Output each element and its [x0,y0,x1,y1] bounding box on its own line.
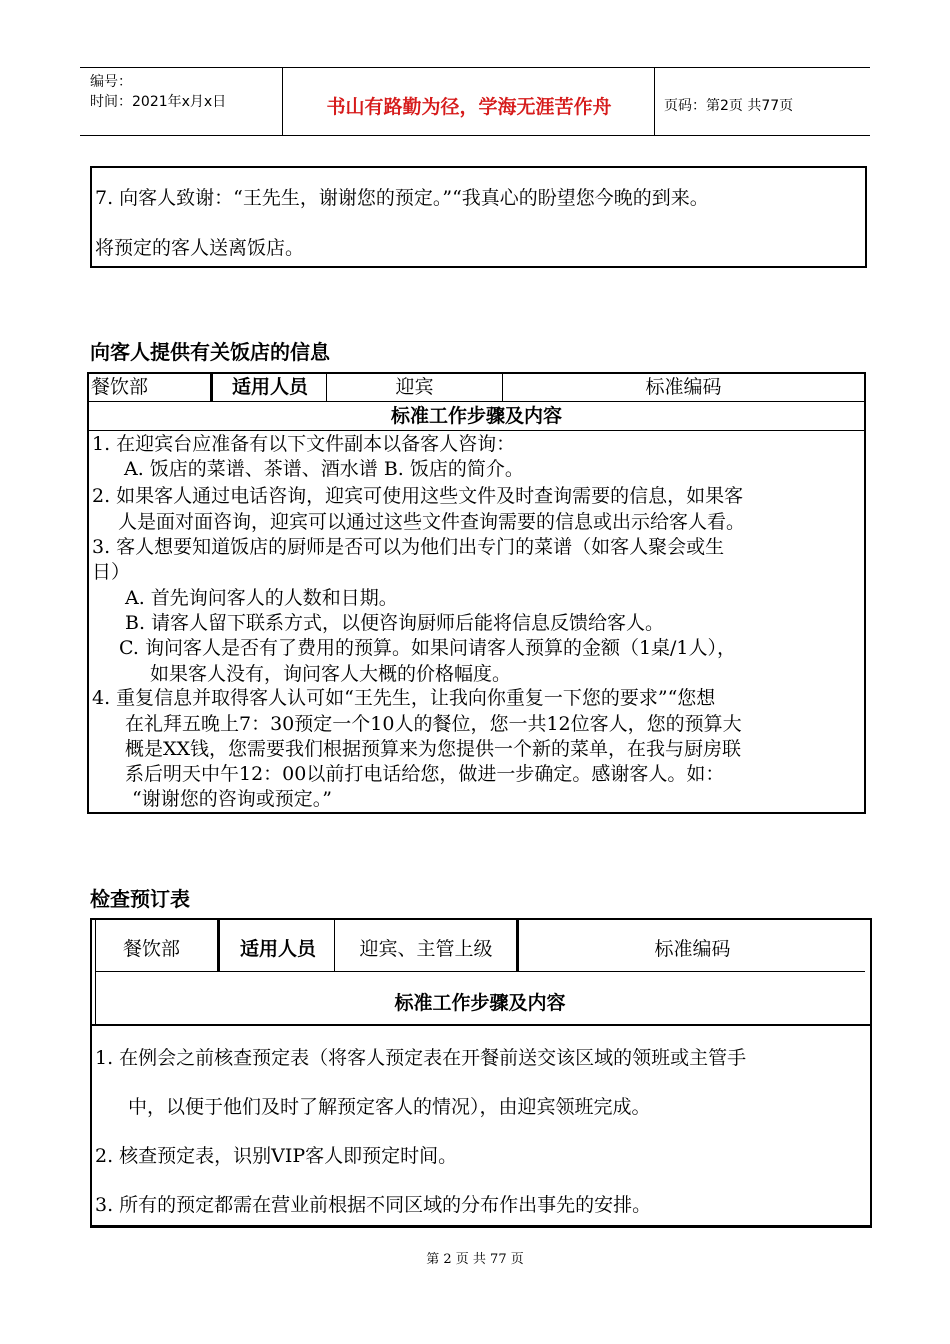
code-label: 标准编码 [654,938,731,960]
dept-cell: 餐饮部 [123,938,181,960]
step-7-box [90,166,867,268]
header-top-rule [80,67,870,68]
code-label: 标准编码 [645,376,722,398]
dept-cell: 餐饮部 [91,376,149,398]
content-line: 日） [92,561,131,583]
content-line: 2. 核查预定表，识别VIP客人即预定时间。 [95,1145,458,1167]
applicable-label: 适用人员 [239,938,316,960]
content-line: 概是XX钱，您需要我们根据预算来为您提供一个新的菜单，在我与厨房联 [125,738,742,760]
row-divider [90,1024,870,1026]
header-bottom-rule [80,135,870,136]
content-line: “谢谢您的咨询或预定。” [132,788,332,810]
content-line: B. 请客人留下联系方式，以便咨询厨师后能将信息反馈给客人。 [125,612,665,634]
header-page-info: 页码：第2页 共77页 [664,98,794,114]
applicable-label: 适用人员 [231,376,308,398]
header-divider [282,67,283,136]
content-line: 如果客人没有，询问客人大概的价格幅度。 [150,663,512,685]
cell-divider [210,374,213,401]
header-motto: 书山有路勤为径，学海无涯苦作舟 [326,96,612,118]
table-frame [90,918,872,1227]
applicable-value: 迎宾、主管上级 [359,938,493,960]
table-bottom-rule [90,1225,872,1228]
cell-divider [95,920,96,972]
header-number-label: 编号： [90,74,132,90]
section-title: 检查预订表 [90,887,190,911]
cell-divider [217,920,220,972]
content-title: 标准工作步骤及内容 [390,405,562,427]
content-line: 3. 客人想要知道饭店的厨师是否可以为他们出专门的菜谱（如客人聚会或生 [92,536,725,558]
info-standard-table [87,372,866,814]
box1-line: 7. 向客人致谢：“王先生，谢谢您的预定。”“我真心的盼望您今晚的到来。 [95,187,709,209]
cell-divider [334,920,335,972]
applicable-value: 迎宾 [395,376,434,398]
row-divider [89,430,864,431]
content-line: 在礼拜五晚上7：30预定一个10人的餐位，您一共12位客人，您的预算大 [125,713,742,735]
content-line: C. 询问客人是否有了费用的预算。如果问请客人预算的金额（1桌/1人）， [119,637,737,659]
row-divider [95,971,865,972]
content-line: 人是面对面咨询，迎宾可以通过这些文件查询需要的信息或出示给客人看。 [118,511,746,533]
content-title: 标准工作步骤及内容 [394,992,566,1014]
header-meta [90,72,226,112]
header-date: 时间：2021年x月x日 [90,94,227,110]
content-line: A. 首先询问客人的人数和日期。 [125,587,398,609]
content-line: 1. 在迎宾台应准备有以下文件副本以备客人咨询： [92,433,516,455]
header-divider [654,67,655,136]
box1-line: 将预定的客人送离饭店。 [95,237,305,259]
content-line: 2. 如果客人通过电话咨询，迎宾可使用这些文件及时查询需要的信息，如果客 [92,485,744,507]
content-line: 1. 在例会之前核查预定表（将客人预定表在开餐前送交该区域的领班或主管手 [95,1047,747,1069]
content-line: 4. 重复信息并取得客人认可如“王先生，让我向你重复一下您的要求”“您想 [92,687,716,709]
content-line: 系后明天中午12：00以前打电话给您，做进一步确定。感谢客人。如： [125,763,725,785]
cell-divider [516,920,519,972]
content-line: A. 饭店的菜谱、茶谱、酒水谱 B. 饭店的简介。 [124,458,524,480]
content-line: 中，以便于他们及时了解预定客人的情况），由迎宾领班完成。 [128,1096,651,1118]
content-line: 3. 所有的预定都需在营业前根据不同区域的分布作出事先的安排。 [95,1194,652,1216]
page-footer: 第 2 页 共 77 页 [426,1252,524,1267]
section-title: 向客人提供有关饭店的信息 [90,340,330,364]
